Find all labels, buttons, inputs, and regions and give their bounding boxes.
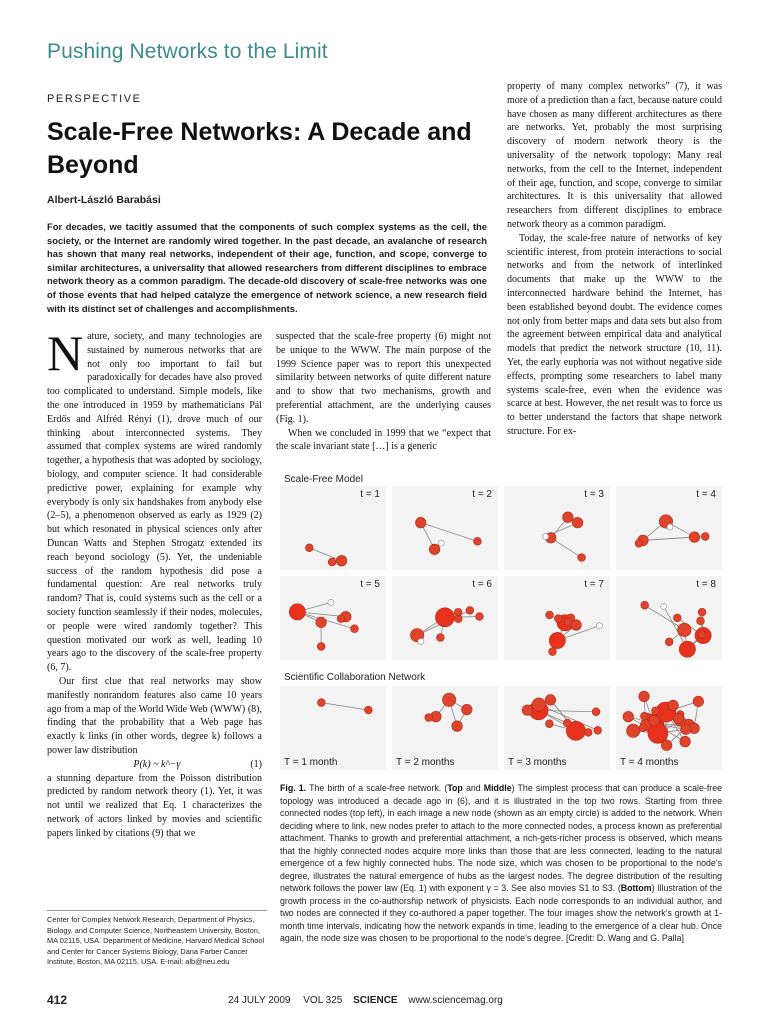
network-node bbox=[665, 638, 673, 646]
new-node bbox=[328, 599, 334, 605]
body-column-2 bbox=[276, 330, 491, 454]
network-node bbox=[578, 554, 586, 562]
figure-1 bbox=[280, 472, 722, 770]
panel-time-label: t = 6 bbox=[472, 579, 492, 590]
network-node bbox=[435, 608, 454, 627]
network-node bbox=[442, 693, 455, 706]
panel-time-label: T = 1 month bbox=[284, 757, 338, 768]
network-node bbox=[452, 721, 463, 732]
network-node bbox=[317, 643, 325, 651]
new-node bbox=[661, 603, 667, 609]
network-node bbox=[546, 611, 554, 619]
network-node bbox=[584, 728, 592, 736]
network-node bbox=[572, 517, 583, 528]
network-panel bbox=[504, 686, 610, 770]
network-node bbox=[623, 711, 634, 722]
network-panel bbox=[280, 686, 386, 770]
figure-caption: Fig. 1. The birth of a scale-free network. (Top and Middle) The simplest process that can produce a scale-free topology was introduced a decade ago in (6), and it is illustrated in the top two rows. Starting from three connected nodes (top left), in each image a new node (shown as an empty circle) is added to the network. When deciding where to link, new nodes prefer to attach to the more connected nodes, a process known as preferential attachment. Thanks to growth and preferential attachment, a rich-gets-richer process is observed, which means that the highly connected nodes acquire more links than those that are less connected, leading to the natural emergence of a few highly connected hubs. The node size, which was chosen to be proportional to the node’s degree, illustrates the natural emergence of hubs as the largest nodes. The degree distribution of the resulting network follows the power law (Eq. 1) with exponent γ = 3. See also movies S1 to S3. (Bottom) Illustration of the growth process in the co-authorship network of physicists. Each node corresponds to an individual author, and two nodes are connected if they co-authored a paper together. The four images show the network’s growth at 1-month time intervals, indicating how the network expands in time, leading to the emergence of a clear hub. Once again, the node size was chosen to be proportional to the node’s degree. [Credit: D. Wang and G. Palla] bbox=[280, 783, 723, 943]
panel-time-label: t = 2 bbox=[472, 489, 492, 500]
body-column-1 bbox=[47, 325, 262, 840]
network-node bbox=[522, 705, 533, 716]
network-panel bbox=[504, 486, 610, 570]
paragraph: a stunning departure from the Poisson distribution predicted by random network theory (1). Yet, it was not until we realized that Eq. 1 characterizes the network of actors linked by movies and scientific papers linked by citations (9) that we bbox=[47, 772, 262, 839]
author-name: Albert-László Barabási bbox=[47, 194, 161, 206]
network-node bbox=[554, 615, 562, 623]
new-node bbox=[667, 524, 673, 530]
network-node bbox=[474, 537, 482, 545]
network-node bbox=[563, 719, 571, 727]
network-node bbox=[651, 707, 659, 715]
network-panel bbox=[616, 486, 722, 570]
panel-time-label: t = 5 bbox=[360, 579, 380, 590]
network-node bbox=[425, 714, 433, 722]
new-node bbox=[543, 534, 549, 540]
network-node bbox=[640, 712, 648, 720]
network-node bbox=[641, 601, 649, 609]
network-panel bbox=[392, 686, 498, 770]
network-node bbox=[626, 724, 639, 737]
network-node bbox=[476, 613, 484, 621]
network-node bbox=[661, 740, 672, 751]
panel-time-label: t = 3 bbox=[584, 489, 604, 500]
abstract: For decades, we tacitly assumed that the components of such complex systems as the cell, the society, or the Internet are randomly wired together. In the past decade, an avalanche of research has shown that many real networks, independent of their age, function, and scope, converge to similar architectures, a universality that allowed researchers from different disciplines to embrace network theory as a common paradigm. The decade-old discovery of scale-free networks was one of those events that had helped catalyze the emergence of network science, a new research field with its distinct set of challenges and accomplishments. bbox=[47, 221, 487, 314]
network-node bbox=[545, 720, 553, 728]
network-node bbox=[564, 618, 572, 626]
panel-time-label: T = 3 months bbox=[508, 757, 567, 768]
caption-label: Fig. 1. bbox=[280, 783, 307, 793]
page-number: 412 bbox=[47, 993, 68, 1007]
network-node bbox=[336, 555, 347, 566]
network-panel bbox=[616, 686, 722, 770]
network-node bbox=[454, 608, 462, 616]
network-node bbox=[429, 544, 440, 555]
network-panel bbox=[280, 486, 386, 570]
network-panel bbox=[616, 576, 722, 660]
panel-time-label: t = 8 bbox=[696, 579, 716, 590]
paragraph: When we concluded in 1999 that we “expect that the scale invariant state […] is a generic bbox=[276, 427, 491, 453]
network-panel bbox=[504, 576, 610, 660]
network-node bbox=[693, 696, 704, 707]
panel-time-label: t = 1 bbox=[360, 489, 380, 500]
equation-number: (1) bbox=[250, 758, 262, 770]
panel-time-label: T = 2 months bbox=[396, 757, 455, 768]
new-node bbox=[438, 540, 444, 546]
panel-time-label: t = 4 bbox=[696, 489, 716, 500]
network-node bbox=[364, 706, 372, 714]
paragraph: property of many complex networks” (7), it was more of a prediction than a fact, because nature could have chosen as many different architectures as there are networks. Yet, probably the most surprising discovery of modern network theory is the universality of the network topology: Many real networks, from the cell to the Internet, independent of their age, function, and scope, converge to similar architectures. It is this universality that allowed researchers from different disciplines to embrace network theory as a common paradigm. bbox=[507, 81, 722, 230]
network-node bbox=[316, 617, 327, 628]
network-panel bbox=[392, 576, 498, 660]
journal-name: SCIENCE bbox=[353, 995, 398, 1006]
network-node bbox=[698, 631, 706, 639]
figure-collab-label: Scientific Collaboration Network bbox=[284, 672, 426, 683]
network-node bbox=[697, 617, 705, 625]
network-node bbox=[649, 715, 660, 726]
panel-time-label: T = 4 months bbox=[620, 757, 679, 768]
network-node bbox=[466, 607, 474, 615]
network-node bbox=[701, 533, 709, 541]
network-node bbox=[337, 615, 345, 623]
network-node bbox=[532, 698, 545, 711]
network-node bbox=[698, 608, 706, 616]
network-node bbox=[415, 517, 426, 528]
body-column-3 bbox=[507, 80, 722, 439]
network-node bbox=[549, 648, 557, 656]
network-edge bbox=[321, 703, 368, 710]
network-node bbox=[549, 632, 565, 648]
network-node bbox=[328, 558, 336, 566]
network-node bbox=[679, 641, 695, 657]
network-node bbox=[462, 704, 473, 715]
network-node bbox=[639, 691, 650, 702]
network-node bbox=[639, 724, 647, 732]
paragraph: suspected that the scale-free property (6) might not be unique to the WWW. The main purpose of the 1999 Science paper was to report this unexpected similarity between networks of quite different nature and to show that two mechanisms, growth and preferential attachment, are the underlying causes (Fig. 1). bbox=[276, 331, 491, 425]
article-type: PERSPECTIVE bbox=[47, 93, 142, 105]
network-panel bbox=[280, 576, 386, 660]
network-node bbox=[545, 695, 556, 706]
equation-1 bbox=[47, 758, 262, 772]
paragraph: Our first clue that real networks may show manifestly nonrandom features also came 10 years ago from a map of the World Wide Web (WWW) (8), finding that the probability that a Web page has exactly k links (in other words, degree k) follows a power law distribution bbox=[47, 675, 262, 756]
equation-text: P(k) ~ k^−γ bbox=[133, 758, 181, 770]
new-node bbox=[418, 638, 424, 644]
network-node bbox=[436, 634, 444, 642]
network-node bbox=[351, 625, 359, 633]
author-affiliation: Center for Complex Network Research, Department of Physics, Biology, and Computer Science, Northeastern University, Boston, MA 02115, USA. Department of Medicine, Harvard Medical School and Center for Cancer Systems Biology, Dana Farber Cancer Institute, Boston, MA 02115, USA. E-mail: alb@neu.edu bbox=[47, 910, 267, 968]
network-node bbox=[563, 512, 574, 523]
issue-date: 24 JULY 2009 bbox=[228, 995, 291, 1006]
article-title: Scale-Free Networks: A Decade and Beyond bbox=[47, 118, 472, 179]
network-node bbox=[305, 544, 313, 552]
network-node bbox=[673, 713, 684, 724]
network-panel bbox=[392, 486, 498, 570]
journal-url: www.sciencemag.org bbox=[408, 995, 503, 1006]
network-node bbox=[680, 736, 691, 747]
network-node bbox=[689, 532, 700, 543]
network-node bbox=[594, 726, 602, 734]
network-node bbox=[680, 724, 691, 735]
footer-info bbox=[228, 995, 503, 1006]
network-node bbox=[668, 700, 679, 711]
network-node bbox=[678, 623, 691, 636]
paragraph: Nature, society, and many technologies are sustained by numerous networks that are not only too important to fail but paradoxically for decades have also proved too complicated to understand. Simple models, like the one introduced in 1959 by mathematicians Pál Erdős and Alfréd Rényi (1), drove much of our thinking about interconnected systems. They assumed that complex systems are wired randomly together, a hypothesis that was adopted by sociology, biology, and computer science. It had considerable predictive power, explaining for example why everybody is only six handshakes from anybody else (2–5), a phenomenon observed as early as 1929 (2) but which resonated in physical sciences only after Duncan Watts and Stephen Strogatz extended its reach beyond sociology (5). Yet, the undeniable success of the random hypothesis did pose a fundamental question: Are real networks truly random? That is, could systems such as the cell or a society function seamlessly if their nodes, molecules, or people were wired randomly together? This question motivated our work as well, leading 10 years ago to the discovery of the scale-free property (6, 7). bbox=[47, 325, 262, 674]
volume: VOL 325 bbox=[303, 995, 343, 1006]
paragraph: Today, the scale-free nature of networks of key scientific interest, from protein interactions to social networks and from the network of interlinked documents that make up the WWW to the interconnected hardware behind the Internet, has been established beyond doubt. The evidence comes not only from better maps and data sets but also from the agreement between empirical data and analytical models that predict the network structure (10, 11). Yet, the early euphoria was not without negative side effects, prompting some researchers to label many systems scale-free, even when the evidence was scarce at best. However, the net result was to force us to better understand the factors that shape network structure. For ex- bbox=[507, 232, 722, 437]
network-node bbox=[635, 540, 643, 548]
figure-model-label: Scale-Free Model bbox=[284, 474, 363, 485]
network-node bbox=[317, 699, 325, 707]
network-node bbox=[673, 614, 681, 622]
network-node bbox=[592, 708, 600, 716]
drop-cap: N bbox=[47, 325, 84, 381]
series-title: Pushing Networks to the Limit bbox=[47, 40, 328, 63]
panel-time-label: t = 7 bbox=[584, 579, 604, 590]
new-node bbox=[596, 623, 602, 629]
network-node bbox=[289, 604, 305, 620]
